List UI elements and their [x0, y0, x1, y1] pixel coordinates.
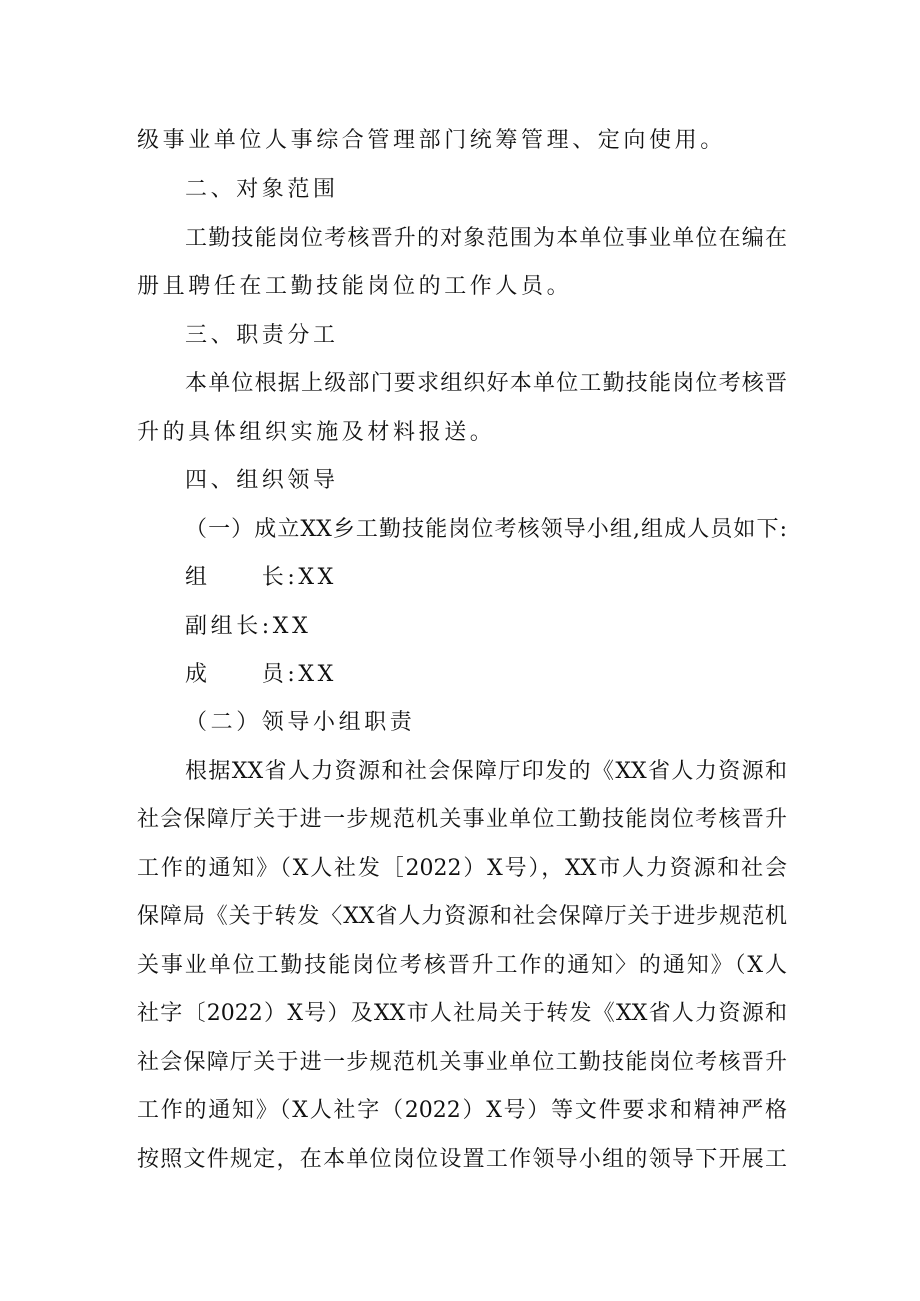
subsection-heading-responsibilities: （二）领导小组职责 — [185, 710, 416, 735]
member-members-line: 成 员:XX — [185, 662, 337, 687]
paragraph-line: 社会保障厅关于进一步规范机关事业单位工勤技能岗位考核晋升 — [137, 807, 787, 832]
paragraph-line: 升的具体组织实施及材料报送。 — [137, 420, 496, 445]
paragraph-line: 社字〔2022）X号）及XX市人社局关于转发《XX省人力资源和 — [137, 1001, 787, 1026]
paragraph-line: 册且聘任在工勤技能岗位的工作人员。 — [137, 274, 573, 299]
paragraph-line: 本单位根据上级部门要求组织好本单位工勤技能岗位考核晋 — [185, 371, 787, 396]
paragraph-line: 关事业单位工勤技能岗位考核晋升工作的通知〉的通知》（X人 — [137, 953, 787, 978]
paragraph-line: 工勤技能岗位考核晋升的对象范围为本单位事业单位在编在 — [185, 226, 787, 251]
member-leader-line: 组 长:XX — [185, 565, 337, 590]
paragraph-line: 保障局《关于转发〈XX省人力资源和社会保障厅关于进步规范机 — [137, 904, 787, 929]
section-heading-duties: 三、职责分工 — [185, 323, 339, 348]
paragraph-line: 工作的通知》（X人社发［2022）X号），XX市人力资源和社会 — [137, 856, 787, 881]
paragraph-line: 工作的通知》（X人社字（2022）X号）等文件要求和精神严格 — [137, 1098, 787, 1123]
section-heading-scope: 二、对象范围 — [185, 177, 339, 202]
paragraph-line: 按照文件规定，在本单位岗位设置工作领导小组的领导下开展工 — [137, 1147, 787, 1172]
member-deputy-line: 副组长:XX — [185, 614, 312, 639]
paragraph-line: 根据XX省人力资源和社会保障厅印发的《XX省人力资源和 — [185, 759, 787, 784]
subsection-heading-group: （一）成立XX乡工勤技能岗位考核领导小组,组成人员如下: — [185, 517, 787, 542]
section-heading-leadership: 四、组织领导 — [185, 468, 339, 493]
paragraph-line: 级事业单位人事综合管理部门统筹管理、定向使用。 — [137, 128, 726, 153]
paragraph-line: 社会保障厅关于进一步规范机关事业单位工勤技能岗位考核晋升 — [137, 1050, 787, 1075]
